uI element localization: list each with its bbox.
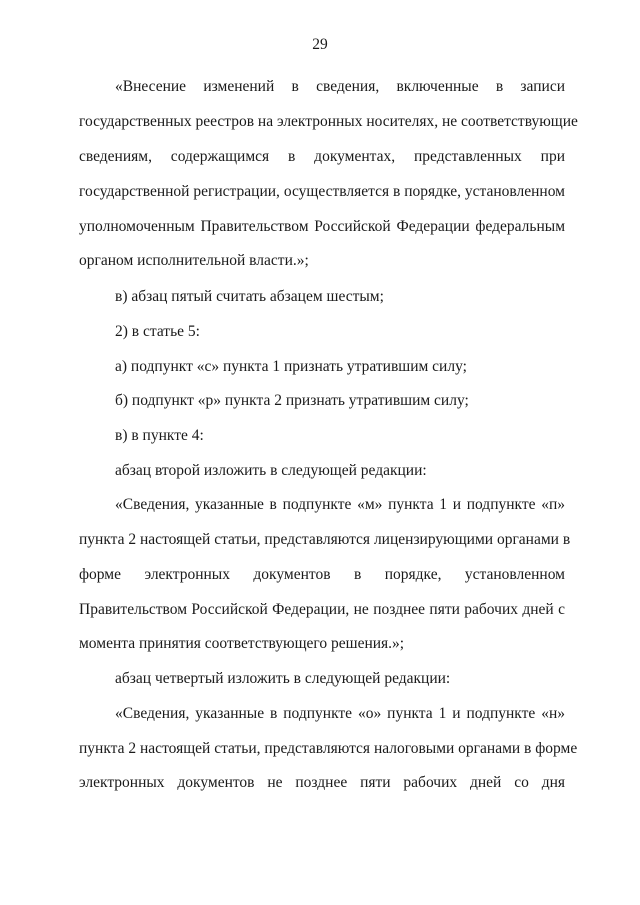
text-line: государственных реестров на электронных носителях, не соответствующие	[79, 113, 578, 130]
text-line: а) подпункт «с» пункта 1 признать утратившим силу;	[115, 358, 467, 375]
text-line: уполномоченным Правительством Российской Федерации федеральным	[79, 218, 565, 235]
text-line: «Внесение изменений в сведения, включенные в записи	[115, 78, 565, 95]
text-line: в) в пункте 4:	[115, 427, 204, 444]
text-line: пункта 2 настоящей статьи, представляются лицензирующими органами в	[79, 531, 571, 548]
text-line: в) абзац пятый считать абзацем шестым;	[115, 288, 384, 305]
text-line: абзац четвертый изложить в следующей редакции:	[115, 670, 451, 687]
text-line: момента принятия соответствующего решения.»;	[79, 635, 405, 652]
text-line: государственной регистрации, осуществляется в порядке, установленном	[79, 183, 565, 200]
text-line: Правительством Российской Федерации, не позднее пяти рабочих дней с	[79, 601, 565, 618]
text-line: «Сведения, указанные в подпункте «о» пункта 1 и подпункте «н»	[115, 705, 565, 722]
text-line: электронных документов не позднее пяти рабочих дней со дня	[79, 774, 565, 791]
text-line: б) подпункт «р» пункта 2 признать утратившим силу;	[115, 392, 469, 409]
text-line: 2) в статье 5:	[115, 323, 200, 340]
page-number: 29	[312, 36, 328, 53]
text-line: абзац второй изложить в следующей редакции:	[115, 462, 427, 479]
text-line: сведениям, содержащимся в документах, представленных при	[79, 148, 565, 165]
text-line: форме электронных документов в порядке, установленном	[79, 566, 565, 583]
text-line: пункта 2 настоящей статьи, представляются налоговыми органами в форме	[79, 740, 578, 757]
text-line: органом исполнительной власти.»;	[79, 252, 309, 269]
text-line: «Сведения, указанные в подпункте «м» пункта 1 и подпункте «п»	[115, 496, 565, 513]
